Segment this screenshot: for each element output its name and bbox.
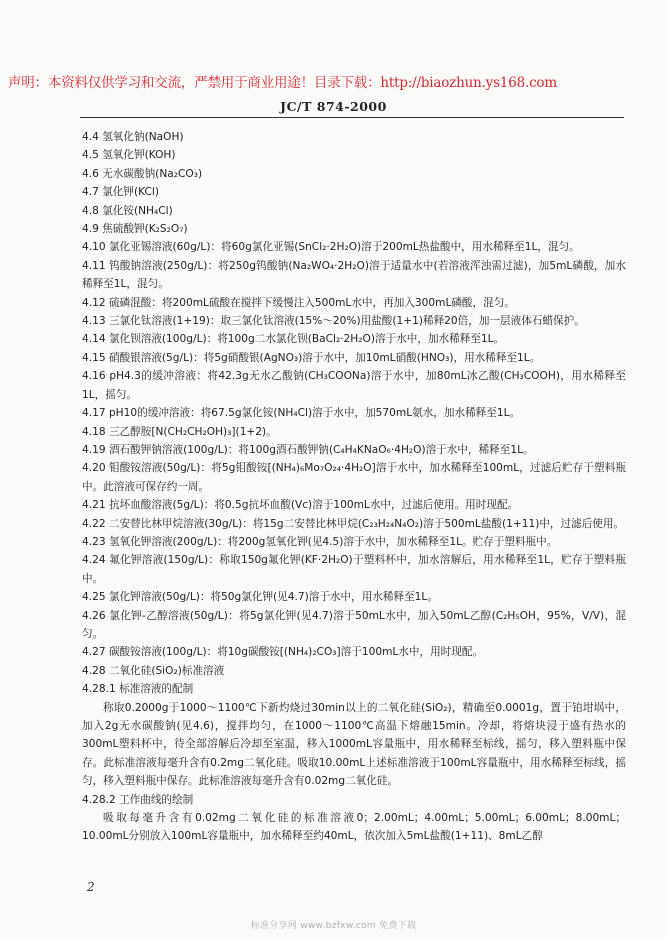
item-4-21: 4.21 抗坏血酸溶液(5g/L)：将0.5g抗坏血酸(Vc)溶于100mL水中，过滤后使用。用时现配。 [82, 499, 519, 512]
disclaimer-notice: 声明：本资料仅供学习和交流，严禁用于商业用途！目录下载：http://biaozhun.ys168.com [8, 75, 557, 91]
item-4-25: 4.25 氯化钾溶液(50g/L)：将50g氯化钾(见4.7)溶于水中，用水稀释至1L。 [82, 591, 438, 604]
document-body [82, 128, 626, 846]
item-4-4: 4.4 氢氧化钠(NaOH) [82, 131, 184, 143]
item-4-11: 4.11 钨酸钠溶液(250g/L)：将250g钨酸钠(Na₂WO₄·2H₂O)溶于适量水中(若溶液浑浊需过滤)，加5mL磷酸，加水稀释至1L，混匀。 [82, 259, 626, 291]
item-4-12: 4.12 硫磷混酸：将200mL硫酸在搅拌下缓慢注入500mL水中，再加入300mL磷酸，混匀。 [82, 296, 515, 309]
item-4-13: 4.13 三氯化钛溶液(1+19)：取三氯化钛溶液(15%～20%)用盐酸(1+1)稀释20倍，加一层液体石蜡保护。 [82, 315, 585, 328]
item-4-20: 4.20 钼酸铵溶液(50g/L)：将5g钼酸铵[(NH₄)₆Mo₇O₂₄·4H₂O]溶于水中，加水稀释至100mL，过滤后贮存于塑料瓶中。此溶液可保存约一周。 [82, 462, 626, 493]
item-4-10: 4.10 氯化亚锡溶液(60g/L)：将60g氯化亚锡(SnCl₂·2H₂O)溶于200mL热盐酸中，用水稀释至1L，混匀。 [82, 241, 580, 254]
item-4-19: 4.19 酒石酸钾钠溶液(100g/L)：将100g酒石酸钾钠(C₄H₄KNaO₆·4H₂O)溶于水中，稀释至1L。 [82, 443, 534, 456]
item-4-28-2: 4.28.2 工作曲线的绘制 [82, 793, 194, 806]
item-4-23: 4.23 氢氧化钾溶液(200g/L)：将200g氢氧化钾(见4.5)溶于水中，加水稀释至1L。贮存于塑料瓶中。 [82, 535, 558, 548]
item-4-28: 4.28 二氧化硅(SiO₂)标准溶液 [82, 664, 225, 677]
item-4-24: 4.24 氟化钾溶液(150g/L)：称取150g氟化钾(KF·2H₂O)于塑料杯中，加水溶解后，用水稀释至1L，贮存于塑料瓶中。 [82, 554, 626, 585]
item-4-15: 4.15 硝酸银溶液(5g/L)：将5g硝酸银(AgNO₃)溶于水中，加10mL硝酸(HNO₃)，用水稀释至1L。 [82, 351, 541, 364]
item-4-26: 4.26 氯化钾-乙醇溶液(50g/L)：将5g氯化钾(见4.7)溶于50mL水中，加入50mL乙醇(C₂H₅OH，95%，V/V)，混匀。 [82, 609, 626, 640]
header-rule [80, 117, 624, 118]
page-number: 2 [87, 880, 95, 894]
item-4-16: 4.16 pH4.3的缓冲溶液：将42.3g无水乙酸钠(CH₃COONa)溶于水中，加80mL冰乙酸(CH₃COOH)，用水稀释至1L，摇匀。 [82, 370, 626, 401]
item-4-6: 4.6 无水碳酸钠(Na₂CO₃) [82, 167, 203, 180]
item-4-17: 4.17 pH10的缓冲溶液：将67.5g氯化铵(NH₄Cl)溶于水中，加570mL氨水，加水稀释至1L。 [82, 407, 521, 420]
item-4-18: 4.18 三乙醇胺[N(CH₂CH₂OH)₃](1+2)。 [82, 425, 277, 438]
item-4-22: 4.22 二安替比林甲烷溶液(30g/L)：将15g二安替比林甲烷(C₂₃H₂₄N₄O₂)溶于500mL盐酸(1+11)中，过滤后使用。 [82, 517, 625, 530]
item-4-28-1: 4.28.1 标准溶液的配制 [82, 683, 194, 696]
paragraph-working-curve: 吸取每毫升含有0.02mg二氧化硅的标准溶液0；2.00mL；4.00mL；5.00mL；6.00mL；8.00mL；10.00mL分别放入100mL容量瓶中，加水稀释至约40mL，依次加入5mL盐酸(1+11)、8mL乙醇 [82, 812, 626, 843]
item-4-5: 4.5 氢氧化钾(KOH) [82, 149, 176, 162]
item-4-7: 4.7 氯化钾(KCl) [82, 186, 159, 199]
paragraph-standard-solution: 称取0.2000g于1000～1100℃下新灼烧过30min以上的二氧化硅(SiO₂)，精确至0.0001g，置于铂坩埚中，加入2g无水碳酸钠(见4.6)，搅拌均匀，在1000～1100℃高温下熔融15min。冷却，将熔块浸于盛有热水的300mL塑料杯中，待全部溶解后冷却至室温，移入1000mL容量瓶中，用水稀释至标线，摇匀，移入塑料瓶中保存。此标准溶液每毫升含有0.2mg二氧化硅。吸取10.00mL上述标准溶液于100mL容量瓶中，用水稀释至标线，摇匀，移入塑料瓶中保存。此标准溶液每毫升含有0.02mg二氧化硅。 [82, 701, 626, 788]
footer-watermark: 标准分享网 www.bzfxw.com 免费下载 [250, 921, 417, 931]
item-4-27: 4.27 碳酸铵溶液(100g/L)：将10g碳酸铵[(NH₄)₂CO₃]溶于100mL水中，用时现配。 [82, 646, 484, 659]
item-4-9: 4.9 焦硫酸钾(K₂S₂O₇) [82, 223, 188, 236]
item-4-14: 4.14 氯化钡溶液(100g/L)：将100g二水氯化钡(BaCl₂·2H₂O)溶于水中，加水稀释至1L。 [82, 333, 505, 346]
standard-code-header: JC/T 874-2000 [280, 99, 387, 114]
item-4-8: 4.8 氯化铵(NH₄Cl) [82, 204, 173, 217]
